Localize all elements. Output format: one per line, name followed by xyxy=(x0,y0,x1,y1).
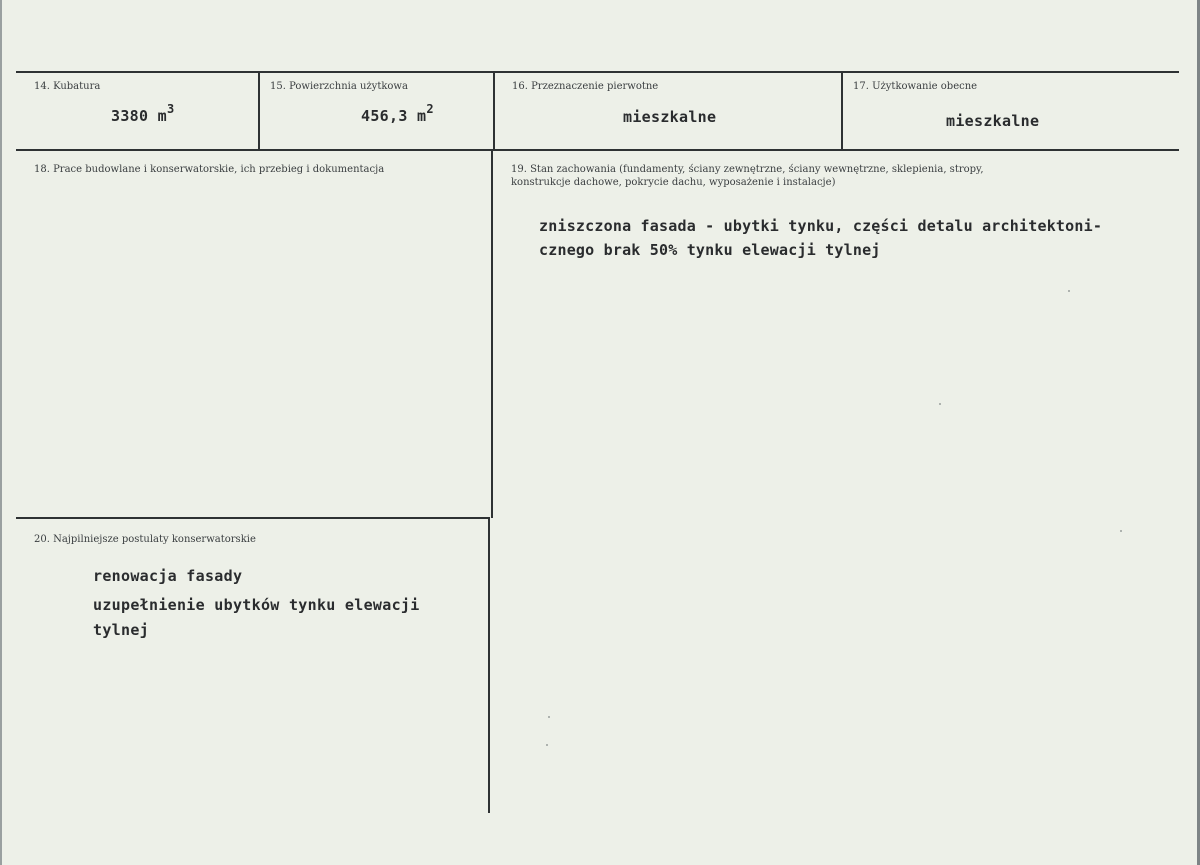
field-15-value xyxy=(361,104,434,125)
divider-left-right-upper xyxy=(491,150,493,518)
header-row-bottom-rule xyxy=(16,149,1179,151)
field-20-text-line-2: uzupełnienie ubytków tynku elewacji xyxy=(93,596,420,614)
paper-speck xyxy=(939,403,941,405)
field-19-text-line-2: cznego brak 50% tynku elewacji tylnej xyxy=(539,241,881,259)
divider-14-15 xyxy=(258,72,260,150)
paper-speck xyxy=(548,716,550,718)
field-14-number: 3380 m xyxy=(111,107,167,125)
field-19-text-line-1: zniszczona fasada - ubytki tynku, części detalu architektoni- xyxy=(539,217,1103,235)
field-15-label: 15. Powierzchnia użytkowa xyxy=(270,81,408,92)
top-rule xyxy=(16,71,1179,73)
field-20-label: 20. Najpilniejsze postulaty konserwatorskie xyxy=(34,534,256,545)
field-14-label: 14. Kubatura xyxy=(34,81,101,92)
field-14-unit-exponent: 3 xyxy=(167,102,175,116)
paper-speck xyxy=(546,744,548,746)
field-17-value: mieszkalne xyxy=(946,112,1040,130)
field-15-number: 456,3 m xyxy=(361,107,427,125)
paper-speck xyxy=(1068,290,1070,292)
field-15-unit-exponent: 2 xyxy=(426,102,434,116)
field-14-value xyxy=(111,104,175,125)
section-18-bottom-rule xyxy=(16,517,490,519)
field-19-label-line-2: konstrukcje dachowe, pokrycie dachu, wyposażenie i instalacje) xyxy=(511,177,836,188)
divider-15-16 xyxy=(493,72,495,150)
field-18-label: 18. Prace budowlane i konserwatorskie, ich przebieg i dokumentacja xyxy=(34,164,385,175)
field-20-text-line-3: tylnej xyxy=(93,621,149,639)
divider-16-17 xyxy=(841,72,843,150)
field-17-label: 17. Użytkowanie obecne xyxy=(853,81,978,92)
field-20-text-line-1: renowacja fasady xyxy=(93,567,243,585)
field-19-label-line-1: 19. Stan zachowania (fundamenty, ściany zewnętrzne, ściany wewnętrzne, sklepienia, stropy, xyxy=(511,164,984,175)
field-16-value: mieszkalne xyxy=(623,108,717,126)
paper-speck xyxy=(1120,530,1122,532)
divider-left-right-lower xyxy=(488,518,490,813)
field-16-label: 16. Przeznaczenie pierwotne xyxy=(512,81,659,92)
